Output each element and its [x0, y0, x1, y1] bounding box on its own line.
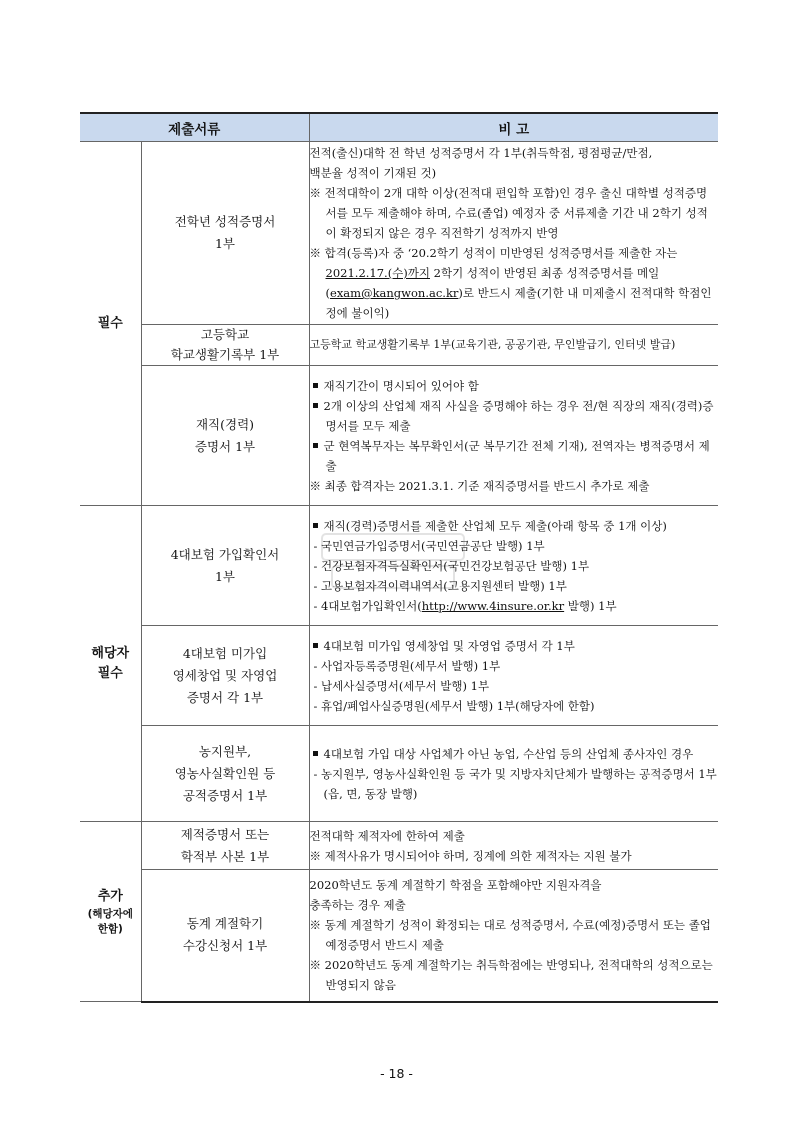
- doc-transcript: [141, 142, 309, 325]
- note-transcript-ref2: [310, 243, 719, 323]
- doc-insurance-line2: 1부: [214, 568, 236, 584]
- note-winter-ref1: ※ 동계 계절학기 성적이 확정되는 대로 성적증명서, 수료(예정)증명서 또는 졸업예정증명서 반드시 제출: [309, 918, 711, 953]
- insurance-dash-3: - 고용보험자격이력내역서(고용지원센터 발행) 1부: [313, 578, 567, 593]
- bullet-square-icon: [313, 383, 318, 388]
- doc-self-employed-line3: 증명서 각 1부: [186, 689, 264, 705]
- note-insurance: [309, 506, 718, 626]
- doc-expulsion-line1: 제적증명서 또는: [180, 826, 270, 842]
- note-expulsion: [309, 822, 718, 870]
- bullet-square-icon: [313, 643, 318, 648]
- bullet-square-icon: [313, 751, 318, 756]
- doc-expulsion-line2: 학적부 사본 1부: [180, 848, 270, 864]
- doc-farmer-line2: 영농사실확인원 등: [174, 765, 276, 781]
- note-transcript-line1: 전적(출신)대학 전 학년 성적증명서 각 1부(취득학점, 평점평균/만점,: [309, 146, 653, 160]
- note-farmer: [309, 726, 718, 822]
- category-conditional: [80, 506, 141, 822]
- doc-school-record: [141, 325, 309, 366]
- doc-transcript-line1: 전학년 성적증명서: [174, 214, 276, 229]
- note-winter-line2: 충족하는 경우 제출: [309, 898, 406, 913]
- employment-bullet-2: 2개 이상의 산업체 재직 사실을 증명해야 하는 경우 전/현 직장의 재직(경력)증명서를 모두 제출: [310, 396, 719, 436]
- header-remarks: 비 고: [309, 113, 718, 142]
- farmer-dash: - 농지원부, 영농사실확인원 등 국가 및 지방자치단체가 발행하는 공적증명서 1부(읍, 면, 동장 발행): [313, 766, 717, 801]
- bullet-square-icon: [313, 443, 318, 448]
- note-winter: [309, 870, 718, 1002]
- note-school-record-text: 고등학교 학교생활기록부 1부(교육기관, 공공기관, 무인발급기, 인터넷 발급): [309, 338, 676, 351]
- category-additional: [80, 822, 141, 1002]
- doc-self-employed-line1: 4대보험 미가입: [182, 645, 268, 661]
- note-self-employed: [309, 626, 718, 726]
- note-transcript: [309, 142, 718, 325]
- doc-transcript-line2: 1부: [214, 236, 236, 251]
- self-employed-dash-2: - 납세사실증명서(세무서 발행) 1부: [313, 678, 490, 693]
- insure-link[interactable]: http://www.4insure.or.kr: [421, 598, 565, 613]
- doc-winter-line1: 동계 계절학기: [186, 916, 264, 932]
- doc-school-record-line2: 학교생활기록부 1부: [170, 347, 280, 362]
- note-school-record: [309, 325, 718, 366]
- ref2-mid: 2학기 성적이 반영된 최종 성적증명서를 메일(: [325, 266, 660, 300]
- category-additional-sub-line1: (해당자에: [87, 907, 133, 920]
- note-transcript-line2: 백분율 성적이 기재된 것): [309, 166, 437, 180]
- category-required: 필수: [80, 142, 141, 506]
- page-number: - 18 -: [380, 1066, 413, 1081]
- bullet-square-icon: [313, 523, 318, 528]
- self-employed-bullet: 4대보험 미가입 영세창업 및 자영업 증명서 각 1부: [310, 636, 719, 656]
- doc-self-employed: [141, 626, 309, 726]
- doc-employment-line1: 재직(경력): [195, 416, 255, 432]
- doc-farmer: [141, 726, 309, 822]
- document-table: [80, 112, 718, 1003]
- note-employment: [309, 366, 718, 506]
- doc-expulsion: [141, 822, 309, 870]
- category-conditional-line1: 해당자: [91, 645, 130, 661]
- farmer-bullet: 4대보험 가입 대상 사업체가 아닌 농업, 수산업 등의 산업체 종사자인 경우: [310, 744, 719, 764]
- note-winter-ref2: ※ 2020학년도 동계 계절학기는 취득학점에는 반영되나, 전적대학의 성적으로는 반영되지 않음: [309, 958, 713, 993]
- employment-ref: ※ 최종 합격자는 2021.3.1. 기준 재직증명서를 반드시 추가로 제출: [309, 478, 650, 493]
- doc-winter-line2: 수강신청서 1부: [182, 938, 268, 954]
- doc-insurance: [141, 506, 309, 626]
- self-employed-dash-1: - 사업자등록증명원(세무서 발행) 1부: [313, 658, 501, 673]
- note-transcript-ref1: ※ 전적대학이 2개 대학 이상(전적대 편입학 포함)인 경우 출신 대학별 성적증명서를 모두 제출해야 하며, 수료(졸업) 예정자 중 서류제출 기간 내 2학기 성적이 확정되지 않은 경우 직전학기 성적까지 반영: [309, 186, 708, 240]
- employment-bullet-3: 군 현역복무자는 복무확인서(군 복무기간 전체 기재), 전역자는 병적증명서 제출: [310, 436, 719, 476]
- doc-self-employed-line2: 영세창업 및 자영업: [172, 667, 278, 683]
- insurance-dash-1: - 국민연금가입증명서(국민연금공단 발행) 1부: [313, 538, 545, 553]
- doc-school-record-line1: 고등학교: [200, 327, 250, 342]
- doc-employment: [141, 366, 309, 506]
- category-additional-label: 추가: [97, 888, 123, 904]
- self-employed-dash-3: - 휴업/폐업사실증명원(세무서 발행) 1부(해당자에 한함): [313, 698, 595, 713]
- employment-bullet-1: 재직기간이 명시되어 있어야 함: [310, 376, 719, 396]
- ref2-pre: ※ 합격(등록)자 중 ‘20.2학기 성적이 미반영된 성적증명서를 제출한 자는: [309, 246, 678, 260]
- insurance-bullet: 재직(경력)증명서를 제출한 산업체 모두 제출(아래 항목 중 1개 이상): [310, 516, 719, 536]
- doc-farmer-line3: 공적증명서 1부: [182, 787, 268, 803]
- ref2-date: 2021.2.17.(수)까지: [325, 266, 430, 280]
- doc-insurance-line1: 4대보험 가입확인서: [170, 546, 280, 562]
- insurance-dash-2: - 건강보험자격득실확인서(국민건강보험공단 발행) 1부: [313, 558, 590, 573]
- category-conditional-line2: 필수: [97, 665, 123, 681]
- category-additional-sub-line2: 한함): [97, 922, 123, 935]
- ref2-post: )로 반드시 제출(기한 내 미제출시 전적대학 학점인정에 불이익): [325, 286, 712, 320]
- note-winter-line1: 2020학년도 동계 계절학기 학점을 포함해야만 지원자격을: [309, 878, 602, 893]
- ref2-email[interactable]: exam@kangwon.ac.kr: [330, 286, 459, 300]
- doc-employment-line2: 증명서 1부: [194, 438, 256, 454]
- bullet-square-icon: [313, 403, 318, 408]
- header-submitted-docs: 제출서류: [80, 113, 309, 142]
- doc-winter: [141, 870, 309, 1002]
- note-expulsion-line1: 전적대학 제적자에 한하여 제출: [309, 828, 465, 843]
- note-expulsion-line2: ※ 제적사유가 명시되어야 하며, 징계에 의한 제적자는 지원 불가: [309, 848, 632, 863]
- insurance-dash-4: - 4대보험가입확인서(http://www.4insure.or.kr 발행) 1부: [313, 598, 617, 613]
- doc-farmer-line1: 농지원부,: [198, 743, 252, 759]
